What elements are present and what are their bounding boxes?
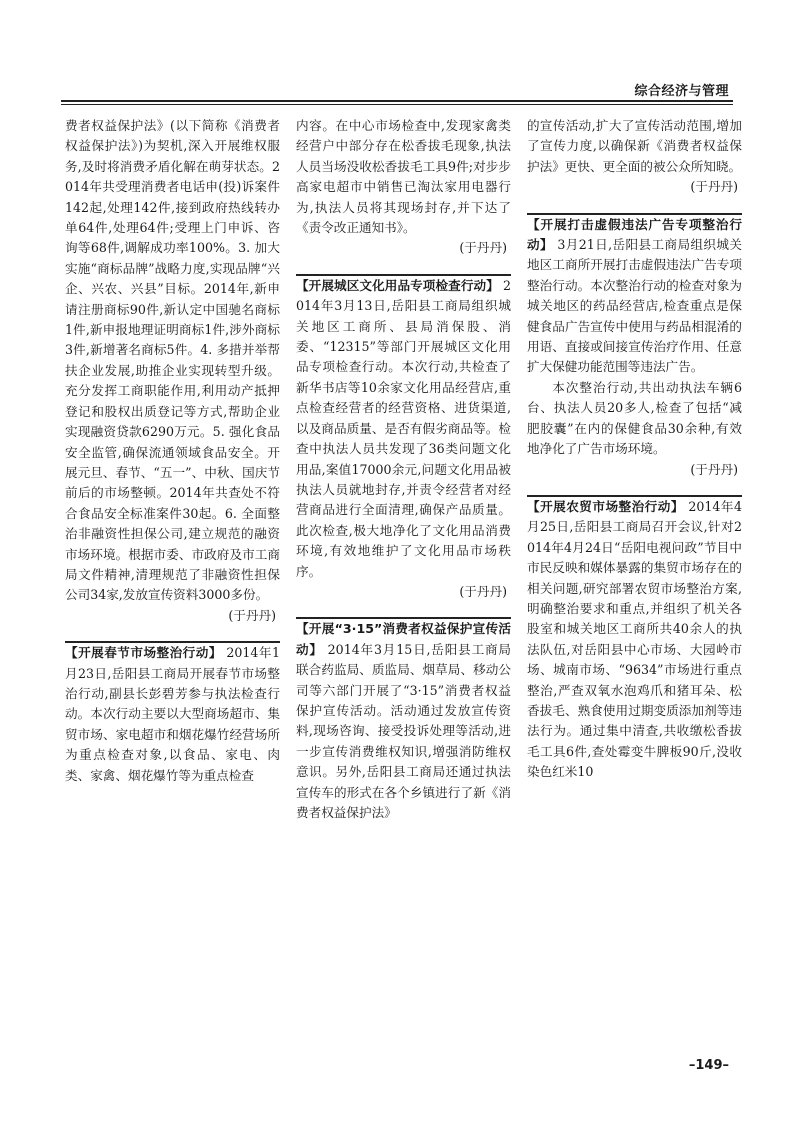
page-number: –149– — [688, 1058, 729, 1073]
article-paragraph: 本次整治行动,共出动执法车辆6台、执法人员20多人,检查了包括“减肥胶囊”在内的保健食品30余种,有效地净化了广告市场环境。 — [527, 379, 742, 457]
author-byline: (于丹丹) — [228, 607, 276, 623]
column-1 — [65, 116, 280, 786]
column-3 — [527, 116, 742, 783]
article-paragraph: 的宣传活动,扩大了宣传活动范围,增加了宣传力度,以确保新《消费者权益保护法》更快、更全面的被公众所知晓。 — [527, 118, 742, 174]
author-byline: (于丹丹) — [459, 240, 507, 256]
header-rule-thin — [61, 104, 733, 105]
header-rule-thick — [61, 100, 733, 102]
section-body: 2014年1月23日,岳阳县工商局开展春节市场整治行动,副县长彭碧芳参与执法检查行动。本次行动主要以大型商场超市、集贸市场、家电超市和烟花爆竹经营场所为重点检查对象,以食品、家电、肉类、家禽、烟花爆竹等为重点检查 — [65, 645, 280, 783]
author-byline: (于丹丹) — [690, 179, 738, 195]
article-paragraph: 费者权益保护法》(以下简称《消费者权益保护法》)为契机,深入开展维权服务,及时将消费矛盾化解在萌芽状态。2014年共受理消费者电话申(投)诉案件142起,处理142件,接到政府热线转办单64件,处理64件;受理上门申诉、咨询等68件,调解成功率100%。3. 加大实施“商标品牌”战略力度,实现品牌“兴企、兴农、兴县”目标。2014年,新申请注册商标90件,新认定中国驰名商标1件,新申报地理证明商标1件,涉外商标3件,新增著名商标5件。4. 多措并举帮扶企业发展,助推企业实现转型升级。充分发挥工商职能作用,利用动产抵押登记和股权出质登记等方式,帮助企业实现融资贷款6290万元。5. 强化食品安全监管,确保流通领域食品安全。开展元旦、春节、“五一”、中秋、国庆节前后的市场整顿。2014年共查处不符合食品安全标准案件30起。6. 全面整治非融资性担保公司,建立规范的融资市场环境。根据市委、市政府及市工商局文件精神,清理规范了非融资性担保公司34家,发放宣传资料3000多份。 — [65, 118, 280, 603]
section-body: 2014年3月13日,岳阳县工商局组织城关地区工商所、县局消保股、消委、“12315”等部门开展城区文化用品专项检查行动。本次行动,共检查了新华书店等10余家文化用品经营店,重点检查经营者的经营资格、进货渠道,以及商品质量、是否有假劣商品等。检查中执法人员共发现了36类问题文化用品,案值17000余元,问题文化用品被执法人员就地封存,并责令经营者对经营商品进行全面清理,确保产品质量。此次检查,极大地净化了文化用品消费环境,有效地维护了文化用品市场秩序。 — [296, 277, 511, 579]
section-body: 3月21日,岳阳县工商局组织城关地区工商所开展打击虚假违法广告专项整治行动。本次整治行动的检查对象为城关地区的药品经营店,检查重点是保健食品广告宣传中使用与药品相混淆的用语、直接或间接宣传治疗作用、任意扩大保健功能范围等违法广告。 — [527, 237, 742, 375]
section-stationery-check — [296, 276, 511, 582]
section-body: 2014年4月25日,岳阳县工商局召开会议,针对2014年4月24日“岳阳电视问政”节目中市民反映和媒体暴露的集贸市场存在的相关问题,研究部署农贸市场整治方案,明确整治要求和重点,并组织了机关各股室和城关地区工商所共40余人的执法队伍,对岳阳县中心市场、大园岭市场、城南市场、“9634”市场进行重点整治,严查双氧水泡鸡爪和猪耳朵、松香拔毛、熟食使用过期变质添加剂等违法行为。通过集中清查,共收缴松香拔毛工具6件,查处霉变牛脾板90斤,没收染色红米10 — [527, 498, 742, 780]
section-farm-market — [527, 497, 742, 783]
section-heading: 【开展打击虚假违法广告专项整治行动】 — [527, 216, 742, 253]
section-false-ads — [527, 215, 742, 378]
section-body: 2014年3月15日,岳阳县工商局联合药监局、质监局、烟草局、移动公司等六部门开展了“3·15”消费者权益保护宣传活动。活动通过发放宣传资料,现场咨询、接受投诉处理等活动,进一步宣传消费维权知识,增强消防维权意识。另外,岳阳县工商局还通过执法宣传车的形式在各个乡镇进行了新《消费者权益保护法》 — [296, 641, 511, 820]
section-heading: 【开展春节市场整治行动】 — [65, 645, 222, 661]
column-2 — [296, 116, 511, 823]
section-title: 综合经济与管理 — [634, 84, 729, 99]
article-paragraph: 内容。在中心市场检查中,发现家禽类经营户中部分存在松香拔毛现象,执法人员当场没收松香拔毛工具9件;对步步高家电超市中销售已淘汰家用电器行为,执法人员将其现场封存,并下达了《责令改正通知书》。 — [296, 118, 511, 236]
section-heading: 【开展“3·15”消费者权益保护宣传活动】 — [296, 621, 511, 657]
section-spring-market — [65, 643, 280, 786]
section-heading: 【开展农贸市场整治行动】 — [527, 498, 684, 514]
author-byline: (于丹丹) — [690, 461, 738, 477]
section-heading: 【开展城区文化用品专项检查行动】 — [296, 277, 499, 293]
section-315-campaign — [296, 619, 511, 823]
author-byline: (于丹丹) — [459, 583, 507, 599]
